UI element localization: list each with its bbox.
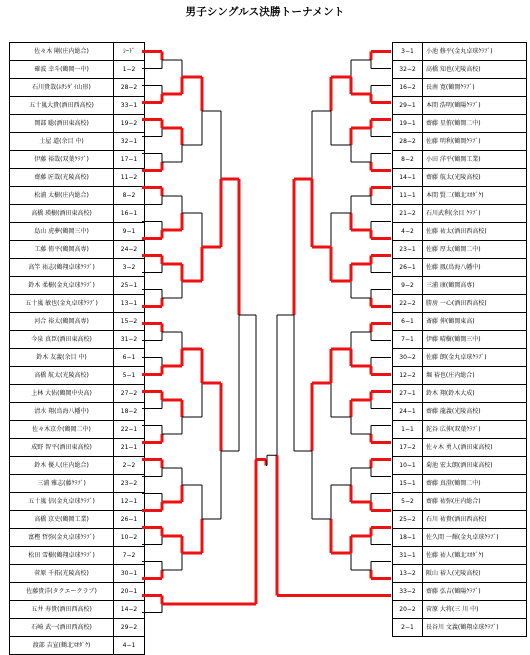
player-name: 堀 裕也(庄内総合) — [423, 367, 527, 385]
draw-number: 12−2 — [393, 367, 423, 385]
player-name: 菊池 宏太朗(酒田東高校) — [423, 457, 527, 475]
draw-number: 26−1 — [393, 259, 423, 277]
player-name: 齋藤 真澄(鶴岡二中) — [423, 475, 527, 493]
player-name: 佐藤 朗(金丸卓球ｸﾗﾌﾞ) — [423, 349, 527, 367]
draw-number: 5−1 — [114, 367, 145, 385]
draw-number: 18−1 — [393, 529, 423, 547]
player-name: 五十嵐大貴(酒田西高校) — [10, 97, 114, 115]
player-name: 本間 浩明(鶴陽ｸﾗﾌﾞ) — [423, 97, 527, 115]
player-name: 島山 虎夢(鶴岡三中) — [10, 223, 114, 241]
draw-number: 10−2 — [114, 529, 145, 547]
player-name: 河合 裕太(鶴岡高専) — [10, 313, 114, 331]
player-name: 石崎 武一(酒田西高校) — [10, 619, 114, 637]
player-name: 齋藤 星侑(鶴岡二中) — [423, 115, 527, 133]
draw-number: 3−1 — [393, 43, 423, 61]
draw-number: 14−1 — [393, 169, 423, 187]
draw-number: ｼｰﾄﾞ — [114, 43, 145, 61]
player-name: 鈴木 翔(鈴木大成) — [423, 385, 527, 403]
draw-number: 9−1 — [114, 223, 145, 241]
draw-number: 32−2 — [393, 61, 423, 79]
player-name: 佐藤 厚太(鶴岡二中) — [423, 241, 527, 259]
draw-number: 33−1 — [114, 97, 145, 115]
draw-number: 25−1 — [114, 277, 145, 295]
draw-number: 17−2 — [393, 439, 423, 457]
draw-number: 19−1 — [393, 115, 423, 133]
player-name: 高橋 瑛樹(酒田東高校) — [10, 205, 114, 223]
player-name: 鉈谷 広伸(双葉ｸﾗﾌﾞ) — [423, 421, 527, 439]
draw-number: 32−1 — [114, 133, 145, 151]
draw-number: 28−2 — [114, 79, 145, 97]
player-name: 勝房 一心(酒田西高校) — [423, 295, 527, 313]
player-name: 佐藤 鳳(鳥海八幡中) — [423, 259, 527, 277]
draw-number: 6−1 — [393, 313, 423, 331]
player-name: 佐々木 勇人(酒田東高校) — [423, 439, 527, 457]
draw-number: 4−2 — [393, 223, 423, 241]
player-name: 三浦 雅志(藤ｸﾗﾌﾞ) — [10, 475, 114, 493]
page-title: 男子シングルス決勝トーナメント — [185, 6, 345, 18]
draw-number: 24−1 — [393, 403, 423, 421]
player-name: 石川 祐貴(酒田西高校) — [423, 511, 527, 529]
draw-number: 16−1 — [114, 205, 145, 223]
draw-number: 23−2 — [114, 475, 145, 493]
draw-number: 1−1 — [393, 421, 423, 439]
player-name: 五十嵐 敏也(金丸卓球ｸﾗﾌﾞ) — [10, 295, 114, 313]
entry-row — [10, 637, 145, 655]
draw-number: 3−2 — [114, 259, 145, 277]
draw-number: 13−2 — [393, 565, 423, 583]
draw-number: 27−1 — [393, 385, 423, 403]
player-name: 今泉 真臣(酒田東高校) — [10, 331, 114, 349]
player-name: 齋藤 弘吉(鶴陽ｸﾗﾌﾞ) — [423, 583, 527, 601]
player-name: 佐藤 祐人(鶴北ｽｵﾀﾞｸ) — [423, 547, 527, 565]
player-name: 齋藤 龍義(光陵高校) — [423, 403, 527, 421]
player-name: 伊藤 裕哉(双葉ｸﾗﾌﾞ) — [10, 151, 114, 169]
player-name: 佐藤 明利(鶴岡ｸﾗﾌﾞ) — [423, 133, 527, 151]
player-name: 三浦 康(鶴岡高専) — [423, 277, 527, 295]
draw-number: 18−2 — [114, 403, 145, 421]
draw-number: 21−1 — [114, 439, 145, 457]
player-name: 齋藤 祐弥(庄内総合) — [423, 493, 527, 511]
player-name: 高橋 京史(鶴岡工業) — [10, 511, 114, 529]
draw-number: 24−2 — [114, 241, 145, 259]
draw-number: 2−2 — [114, 457, 145, 475]
draw-number: 30−2 — [393, 349, 423, 367]
draw-number: 33−2 — [393, 583, 423, 601]
draw-number: 16−2 — [393, 79, 423, 97]
player-name: 成野 智平(酒田東高校) — [10, 439, 114, 457]
player-name: 長南 寛(鶴岡ｸﾗﾌﾞ) — [423, 79, 527, 97]
player-name: 確波 幸斗(鶴岡一中) — [10, 61, 114, 79]
draw-number: 28−2 — [393, 133, 423, 151]
draw-number: 7−1 — [393, 331, 423, 349]
draw-number: 4−1 — [114, 637, 145, 655]
draw-number: 11−1 — [393, 187, 423, 205]
player-name: 高竿 祐志(鶴翔卓球ｸﾗﾌﾞ) — [10, 259, 114, 277]
player-name: 佐々木 剛(庄内総合) — [10, 43, 114, 61]
draw-number: 25−2 — [393, 511, 423, 529]
player-name: 高橋 航太(光陵高校) — [10, 367, 114, 385]
draw-number: 26−1 — [114, 511, 145, 529]
draw-number: 15−2 — [114, 313, 145, 331]
draw-number: 5−2 — [393, 493, 423, 511]
draw-number: 17−1 — [114, 151, 145, 169]
player-name: 伊藤 晴樹(鶴岡三中) — [423, 331, 527, 349]
draw-number: 13−1 — [114, 295, 145, 313]
player-name: 土屋 道(余目 中) — [10, 133, 114, 151]
draw-number: 23−1 — [393, 241, 423, 259]
player-name: 鈴木 友義(余目 中) — [10, 349, 114, 367]
player-name: 小池 修平(金丸卓球ｸﾗﾌﾞ) — [423, 43, 527, 61]
draw-number: 31−1 — [393, 547, 423, 565]
player-name: 菅原 大将(三 川 中) — [423, 601, 527, 619]
player-name: 鈴木 柔樹(金丸卓球ｸﾗﾌﾞ) — [10, 277, 114, 295]
draw-number: 15−1 — [393, 475, 423, 493]
draw-number: 9−2 — [393, 277, 423, 295]
draw-number: 7−2 — [114, 547, 145, 565]
draw-number: 1−2 — [114, 61, 145, 79]
player-name: 佐久間 一輝(金丸卓球ｸﾗﾌﾞ) — [423, 529, 527, 547]
player-name: 松浦 太樹(庄内総合) — [10, 187, 114, 205]
draw-number: 2−1 — [393, 619, 423, 637]
player-name: 斎藤 伸(鶴岡東高) — [423, 313, 527, 331]
draw-number: 29−2 — [114, 619, 145, 637]
player-name: 本間 賢二(鶴北ｽｵﾀﾞｸ) — [423, 187, 527, 205]
player-name: 工藤 侑平(鶴岡高専) — [10, 241, 114, 259]
player-name: 清水 翔(鳥海八幡中) — [10, 403, 114, 421]
draw-number: 14−2 — [114, 601, 145, 619]
draw-number: 30−1 — [114, 565, 145, 583]
player-name: 齋藤 匠哉(光陵高校) — [10, 169, 114, 187]
draw-number: 29−1 — [393, 97, 423, 115]
draw-number: 12−1 — [114, 493, 145, 511]
draw-number: 20−1 — [114, 583, 145, 601]
player-name: 阪山 裕人(光陵高校) — [423, 565, 527, 583]
draw-number: 27−2 — [114, 385, 145, 403]
draw-number: 19−2 — [114, 115, 145, 133]
draw-number: 20−2 — [393, 601, 423, 619]
player-name: 富樫 哲弥(金丸卓球ｸﾗﾌﾞ) — [10, 529, 114, 547]
draw-number: 8−2 — [114, 187, 145, 205]
draw-number: 6−1 — [114, 349, 145, 367]
draw-number: 31−2 — [114, 331, 145, 349]
player-name: 石川武利(余目 ｸﾗﾌﾞ) — [423, 205, 527, 223]
draw-number: 21−2 — [393, 205, 423, 223]
player-name: 佐藤 祐太(酒田西高校) — [423, 223, 527, 241]
player-name: 齋藤 航太(光陵高校) — [423, 169, 527, 187]
player-name: 小田 洋平(鶴岡工業) — [423, 151, 527, 169]
player-name: 石川貴哉(ﾑｻｼﾀﾞｲ山形) — [10, 79, 114, 97]
player-name: 鈴木 優人(庄内総合) — [10, 457, 114, 475]
draw-number: 22−1 — [114, 421, 145, 439]
draw-number: 8−2 — [393, 151, 423, 169]
draw-number: 10−1 — [393, 457, 423, 475]
player-name: 高橋 知也(光陵高校) — [423, 61, 527, 79]
player-name: 佐々木京介(鶴岡二中) — [10, 421, 114, 439]
player-name: 五井 寿貴(酒田西高校) — [10, 601, 114, 619]
draw-number: 11−2 — [114, 169, 145, 187]
player-name: 佐藤貴洋(タクエークラブ) — [10, 583, 114, 601]
player-name: 岡部 聡(酒田東高校) — [10, 115, 114, 133]
player-name: 菅原 千拓(光陵高校) — [10, 565, 114, 583]
player-name: 長谷川 文義(鶴翔卓球ｸﾗﾌﾞ) — [423, 619, 527, 637]
player-name: 松田 雪樹(鶴翔卓球ｸﾗﾌﾞ) — [10, 547, 114, 565]
draw-number: 22−2 — [393, 295, 423, 313]
player-name: 渡部 吉宣(鶴北ｽｵﾀﾞｸ) — [10, 637, 114, 655]
player-name: 上林 大佑(鶴岡中央高) — [10, 385, 114, 403]
player-name: 五十嵐 信(金丸卓球ｸﾗﾌﾞ) — [10, 493, 114, 511]
